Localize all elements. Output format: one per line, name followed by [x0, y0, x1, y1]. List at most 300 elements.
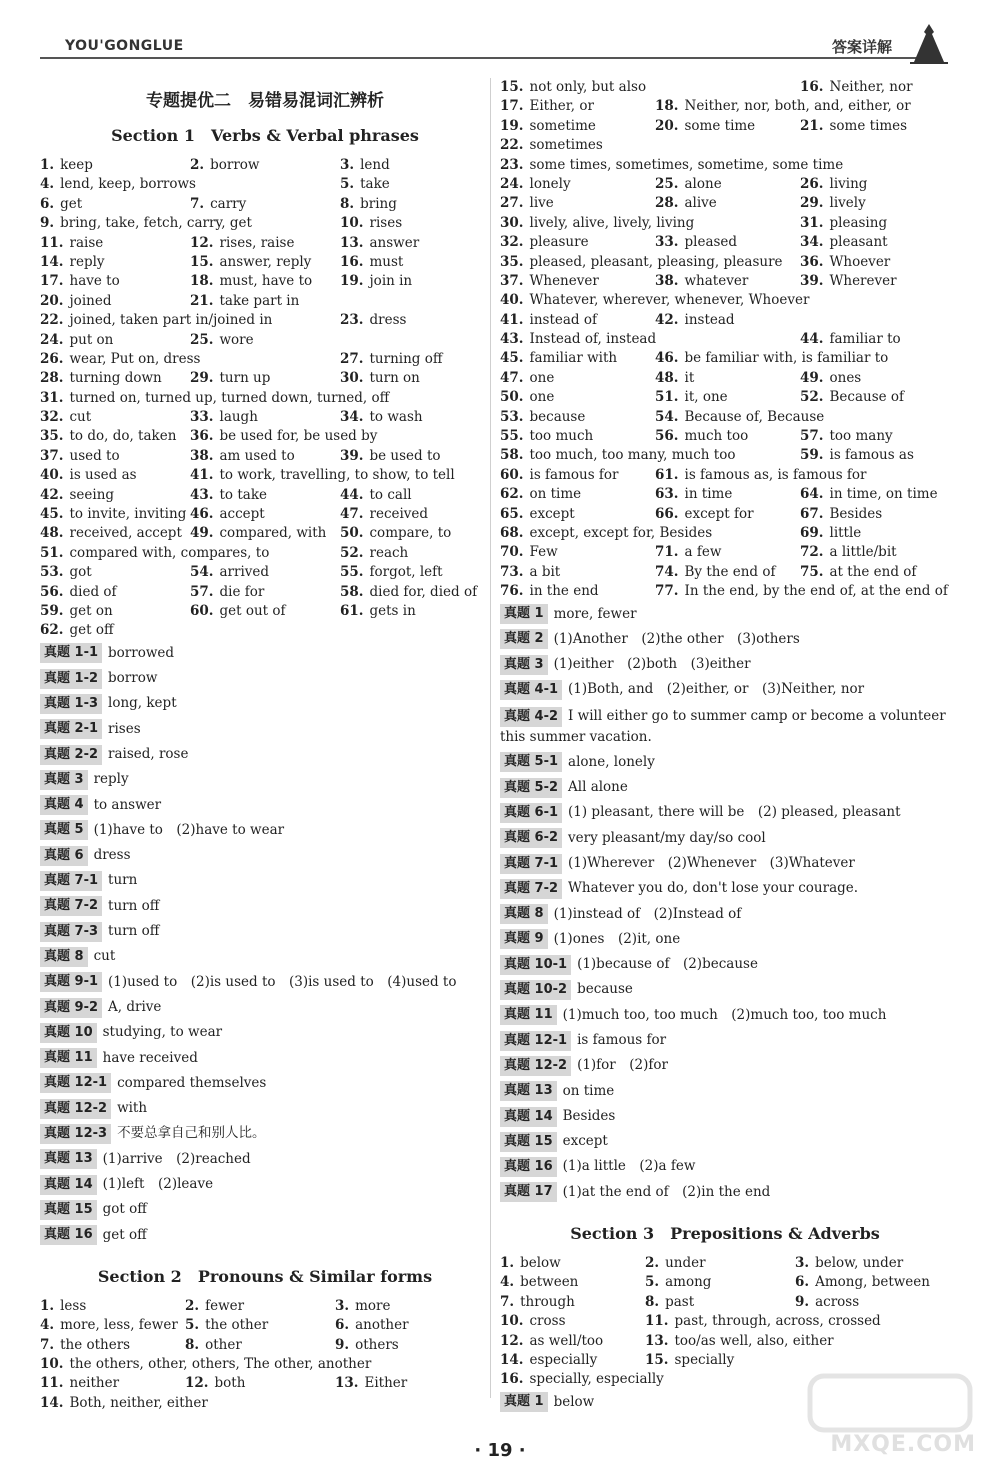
- item-number: 11.: [40, 1375, 64, 1392]
- answer-item: [190, 253, 340, 272]
- item-number: 39.: [800, 272, 824, 289]
- answer-item: [795, 1273, 950, 1292]
- answer-item: [40, 292, 190, 311]
- answer-item: [500, 214, 695, 233]
- item-answer: the other: [205, 1317, 269, 1334]
- item-answer: Instead of, instead: [529, 331, 657, 348]
- answer-row: [40, 583, 490, 602]
- item-number: 10.: [500, 1313, 524, 1330]
- zhenti-row: [500, 602, 950, 627]
- answer-item: [335, 1394, 490, 1413]
- section2-title: Section 2 Pronouns & Similar forms: [97, 1266, 433, 1286]
- item-answer: Because of: [829, 389, 905, 406]
- item-number: 51.: [655, 389, 679, 406]
- item-number: 46.: [655, 350, 679, 367]
- item-number: 43.: [500, 331, 524, 348]
- answer-item: [40, 408, 190, 427]
- item-answer: received: [369, 506, 429, 523]
- item-answer: Both, neither, either: [69, 1394, 208, 1411]
- answer-item: [190, 214, 340, 233]
- zhenti-answer: (1)Wherever (2)Whenever (3)Whatever: [568, 854, 855, 871]
- answer-item: [40, 447, 190, 466]
- item-number: 41.: [500, 311, 524, 328]
- answer-row: [500, 466, 950, 485]
- item-answer: seeing: [69, 486, 115, 503]
- item-answer: a bit: [529, 563, 561, 580]
- zhenti-answer: turn off: [108, 897, 160, 914]
- answer-item: [185, 1374, 335, 1393]
- zhenti-answer: (1)ones (2)it, one: [553, 930, 681, 947]
- item-number: 25.: [190, 331, 214, 348]
- item-number: 1.: [40, 1297, 55, 1314]
- item-number: 10.: [40, 1356, 64, 1373]
- zhenti-badge: 真题 6-1: [500, 803, 562, 823]
- item-number: 51.: [40, 544, 64, 561]
- answer-row: [40, 389, 490, 408]
- answer-item: [340, 486, 490, 505]
- item-number: 53.: [40, 564, 64, 581]
- item-answer: specially: [674, 1352, 735, 1369]
- item-answer: is used as: [69, 467, 137, 484]
- answer-row: [500, 311, 950, 330]
- answer-item: [800, 97, 950, 116]
- answer-row: [40, 253, 490, 272]
- item-number: 14.: [500, 1352, 524, 1369]
- item-answer: some times: [829, 117, 908, 134]
- answer-item: [500, 446, 736, 465]
- answer-item: [500, 369, 655, 388]
- answer-row: [500, 1254, 950, 1273]
- zhenti-row: [500, 977, 950, 1002]
- item-answer: it: [684, 369, 695, 386]
- item-answer: bring: [360, 195, 397, 212]
- item-number: 2.: [190, 157, 205, 173]
- zhenti-answer: because: [577, 981, 633, 998]
- answer-row: [40, 272, 490, 291]
- zhenti-row: [500, 703, 950, 750]
- zhenti-answer: A, drive: [108, 998, 162, 1015]
- answer-item: [500, 330, 655, 349]
- item-number: 18.: [655, 98, 679, 115]
- answer-row: [500, 78, 950, 97]
- zhenti-badge: 真题 15: [500, 1132, 557, 1152]
- answer-row: [40, 408, 490, 427]
- answer-item: [655, 214, 800, 233]
- zhenti-row: [500, 927, 950, 952]
- item-answer: accept: [219, 506, 265, 523]
- item-number: 45.: [40, 506, 64, 523]
- zhenti-answer: (1)for (2)for: [577, 1057, 668, 1074]
- item-number: 5.: [185, 1317, 200, 1334]
- answer-row: [40, 602, 490, 621]
- item-answer: forgot, left: [369, 564, 443, 581]
- item-number: 6.: [795, 1274, 810, 1291]
- answer-item: [340, 408, 490, 427]
- item-number: 12.: [190, 234, 214, 251]
- answer-item: [800, 253, 950, 272]
- answer-item: [340, 427, 490, 446]
- answer-item: [655, 408, 825, 427]
- item-answer: other: [205, 1336, 242, 1353]
- answer-row: [500, 427, 950, 446]
- item-answer: another: [355, 1317, 409, 1334]
- item-answer: reach: [369, 544, 409, 561]
- zhenti-row: [500, 1154, 950, 1179]
- item-answer: died for, died of: [369, 583, 478, 600]
- item-number: 33.: [655, 234, 679, 251]
- item-answer: Whatever, wherever, whenever, Whoever: [529, 292, 810, 309]
- item-number: 65.: [500, 505, 524, 522]
- answer-item: [185, 1316, 335, 1335]
- answer-item: [655, 291, 800, 310]
- item-number: 60.: [190, 602, 214, 619]
- item-number: 13.: [340, 234, 364, 251]
- zhenti-row: [40, 894, 490, 919]
- item-number: 55.: [340, 564, 364, 581]
- zhenti-badge: 真题 4-1: [500, 680, 562, 700]
- item-answer: ones: [829, 369, 862, 386]
- zhenti-badge: 真题 7-1: [40, 871, 102, 891]
- answer-row: [40, 175, 490, 194]
- item-answer: die for: [219, 583, 265, 600]
- answer-item: [190, 175, 340, 194]
- answer-row: [40, 350, 490, 369]
- item-answer: rises, raise: [219, 234, 295, 251]
- item-answer: In the end, by the end of, at the end of: [684, 583, 948, 600]
- zhenti-badge: 真题 14: [40, 1175, 97, 1195]
- item-answer: familiar to: [829, 331, 901, 348]
- answer-item: [500, 78, 655, 97]
- answer-item: [800, 408, 950, 427]
- left-column: [40, 78, 490, 1413]
- item-answer: compared, with: [219, 525, 327, 542]
- item-number: 50.: [340, 525, 364, 542]
- answer-item: [190, 272, 340, 291]
- item-number: 74.: [655, 563, 679, 580]
- answer-item: [500, 505, 655, 524]
- zhenti-answer: more, fewer: [553, 605, 637, 622]
- zhenti-row: [40, 742, 490, 767]
- item-answer: turned on, turned up, turned down, turned, off: [69, 389, 390, 406]
- item-answer: to work, travelling, to show, to tell: [219, 467, 455, 484]
- answer-item: [500, 1293, 645, 1312]
- item-number: 59.: [800, 447, 824, 464]
- zhenti-badge: 真题 12-1: [500, 1031, 571, 1051]
- zhenti-row: [40, 868, 490, 893]
- zhenti-answer: compared themselves: [117, 1074, 267, 1091]
- zhenti-badge: 真题 1: [500, 604, 548, 624]
- answer-item: [340, 583, 490, 602]
- item-answer: Wherever: [829, 272, 897, 289]
- zhenti-badge: 真题 2-1: [40, 719, 102, 739]
- item-number: 56.: [40, 583, 64, 600]
- item-answer: pleasant: [829, 234, 888, 251]
- answer-item: [340, 505, 490, 524]
- item-number: 10.: [340, 215, 364, 232]
- item-answer: get on: [69, 602, 113, 619]
- item-answer: fewer: [205, 1297, 245, 1314]
- answer-item: [340, 214, 490, 233]
- item-answer: past: [665, 1293, 695, 1310]
- answer-item: [800, 446, 950, 465]
- zhenti-answer: 不要总拿自己和别人比。: [117, 1125, 266, 1142]
- answer-item: [340, 331, 490, 350]
- item-answer: Either: [364, 1375, 408, 1392]
- zhenti-answer: with: [117, 1100, 148, 1117]
- item-number: 7.: [500, 1293, 515, 1310]
- item-number: 20.: [655, 117, 679, 134]
- answer-item: [655, 582, 948, 601]
- item-number: 42.: [40, 486, 64, 503]
- item-answer: am used to: [219, 447, 295, 464]
- item-number: 47.: [340, 506, 364, 523]
- item-number: 57.: [800, 428, 824, 445]
- item-answer: alive: [684, 195, 717, 212]
- item-answer: be familiar with, is familiar to: [684, 350, 889, 367]
- answer-row: [500, 524, 950, 543]
- item-answer: in time, on time: [829, 486, 938, 503]
- answer-item: [500, 175, 655, 194]
- zhenti-badge: 真题 2-2: [40, 745, 102, 765]
- item-answer: one: [529, 369, 555, 386]
- zhenti-row: [40, 1020, 490, 1045]
- answer-item: [655, 427, 800, 446]
- zhenti-answer: on time: [562, 1082, 615, 1099]
- item-answer: wore: [219, 331, 254, 348]
- item-number: 14.: [40, 1394, 64, 1411]
- answer-row: [40, 292, 490, 311]
- item-number: 9.: [335, 1336, 350, 1353]
- item-number: 44.: [800, 331, 824, 348]
- answer-item: [500, 543, 655, 562]
- item-answer: neither: [69, 1375, 120, 1392]
- item-answer: to take: [219, 486, 267, 503]
- item-answer: is famous as, is famous for: [684, 466, 867, 483]
- answer-row: [40, 486, 490, 505]
- answer-item: [190, 466, 455, 485]
- zhenti-answer: dress: [93, 847, 131, 864]
- answer-item: [655, 272, 800, 291]
- answer-item: [335, 1297, 490, 1316]
- item-answer: under: [665, 1255, 706, 1272]
- item-number: 33.: [190, 409, 214, 426]
- answer-row: [40, 331, 490, 350]
- answer-item: [800, 156, 950, 175]
- answer-item: [40, 563, 190, 582]
- item-answer: must, have to: [219, 273, 313, 290]
- item-answer: the others: [60, 1336, 131, 1353]
- answer-item: [500, 194, 655, 213]
- answer-row: [40, 1374, 490, 1393]
- zhenti-badge: 真题 1: [500, 1392, 548, 1412]
- zhenti-row: [500, 750, 950, 775]
- zhenti-row: [500, 627, 950, 652]
- zhenti-answer: raised, rose: [108, 745, 189, 762]
- section2-zhenti-list: [500, 602, 950, 1206]
- section1-zhenti-list: [40, 641, 490, 1248]
- item-number: 19.: [340, 273, 364, 290]
- answer-item: [655, 524, 800, 543]
- zhenti-badge: 真题 15: [40, 1200, 97, 1220]
- answer-item: [500, 1370, 664, 1389]
- answer-row: [500, 543, 950, 562]
- item-answer: too much, too many, much too: [529, 447, 736, 464]
- item-number: 66.: [655, 505, 679, 522]
- section1-title: Section 1 Verbs & Verbal phrases: [111, 126, 419, 145]
- answer-item: [40, 621, 190, 640]
- item-number: 56.: [655, 428, 679, 445]
- item-number: 61.: [655, 466, 679, 483]
- zhenti-answer: get off: [102, 1226, 147, 1243]
- answer-item: [500, 156, 844, 175]
- zhenti-row: [500, 826, 950, 851]
- zhenti-row: [40, 1046, 490, 1071]
- answer-row: [500, 97, 950, 116]
- answer-row: [500, 136, 950, 155]
- zhenti-badge: 真题 2: [500, 629, 548, 649]
- answer-item: [655, 349, 889, 368]
- answer-item: [655, 117, 800, 136]
- answer-row: [40, 1316, 490, 1335]
- item-answer: is famous as: [829, 447, 914, 464]
- answer-row: [500, 563, 950, 582]
- item-number: 37.: [500, 272, 524, 289]
- item-number: 34.: [340, 409, 364, 426]
- zhenti-row: [40, 1147, 490, 1172]
- page-header: [40, 30, 960, 66]
- item-answer: answer: [369, 234, 420, 251]
- zhenti-answer: (1)have to (2)have to wear: [93, 821, 285, 838]
- item-answer: pleasure: [529, 234, 589, 251]
- zhenti-badge: 真题 3: [500, 655, 548, 675]
- item-number: 38.: [190, 447, 214, 464]
- answer-row: [500, 505, 950, 524]
- item-answer: arrived: [219, 564, 270, 581]
- item-answer: more: [355, 1297, 391, 1314]
- answer-row: [40, 1336, 490, 1355]
- item-number: 57.: [190, 583, 214, 600]
- item-number: 26.: [40, 350, 64, 367]
- item-answer: be used for, be used by: [219, 428, 378, 445]
- item-answer: Because of, Because: [684, 408, 825, 425]
- answer-item: [190, 369, 340, 388]
- answer-item: [335, 1374, 490, 1393]
- answer-item: [185, 1336, 335, 1355]
- answer-item: [340, 563, 490, 582]
- answer-item: [500, 466, 655, 485]
- item-number: 15.: [500, 79, 524, 95]
- answer-item: [655, 563, 800, 582]
- answer-row: [500, 272, 950, 291]
- answer-item: [40, 427, 190, 446]
- answer-row: [500, 1293, 950, 1312]
- answer-row: [500, 156, 950, 175]
- zhenti-answer: I will either go to summer camp or become a volunteer this summer vacation.: [500, 707, 946, 745]
- answer-item: [500, 291, 810, 310]
- item-answer: carry: [210, 195, 247, 212]
- item-number: 16.: [340, 253, 364, 270]
- zhenti-badge: 真题 10: [40, 1023, 97, 1043]
- answer-item: [500, 272, 655, 291]
- item-answer: bring, take, fetch, carry, get: [60, 215, 252, 232]
- zhenti-answer: (1)Both, and (2)either, or (3)Neither, nor: [568, 681, 865, 698]
- zhenti-badge: 真题 8: [500, 904, 548, 924]
- zhenti-badge: 真题 12-1: [40, 1073, 111, 1093]
- zhenti-row: [40, 818, 490, 843]
- answer-item: [40, 1336, 185, 1355]
- zhenti-badge: 真题 7-2: [40, 896, 102, 916]
- item-number: 27.: [340, 350, 364, 367]
- zhenti-badge: 真题 7-2: [500, 879, 562, 899]
- item-number: 16.: [800, 79, 824, 95]
- answer-item: [645, 1293, 795, 1312]
- item-answer: compared with, compares, to: [69, 544, 270, 561]
- zhenti-row: [40, 970, 490, 995]
- zhenti-badge: 真题 7-1: [500, 854, 562, 874]
- answer-item: [340, 156, 490, 175]
- answer-row: [40, 621, 490, 640]
- answer-item: [340, 234, 490, 253]
- answer-item: [500, 1312, 645, 1331]
- zhenti-row: [40, 1172, 490, 1197]
- answer-item: [40, 544, 270, 563]
- zhenti-badge: 真题 1-3: [40, 694, 102, 714]
- answer-item: [500, 1351, 645, 1370]
- zhenti-answer: to answer: [93, 796, 162, 813]
- item-number: 16.: [500, 1371, 524, 1388]
- item-number: 39.: [340, 447, 364, 464]
- item-number: 22.: [500, 137, 524, 154]
- item-number: 68.: [500, 524, 524, 541]
- answer-item: [500, 97, 655, 116]
- zhenti-row: [500, 851, 950, 876]
- answer-item: [190, 292, 340, 311]
- answer-item: [340, 447, 490, 466]
- item-answer: too many: [829, 428, 893, 445]
- answer-row: [500, 291, 950, 310]
- zhenti-answer: long, kept: [108, 695, 177, 712]
- item-answer: pleased, pleasant, pleasing, pleasure: [529, 253, 783, 270]
- zhenti-answer: turn: [108, 872, 138, 889]
- section3-title: Section 3 Prepositions & Adverbs: [570, 1224, 880, 1244]
- item-answer: much too: [684, 428, 749, 445]
- item-answer: past, through, across, crossed: [674, 1313, 881, 1330]
- item-number: 76.: [500, 583, 524, 600]
- item-answer: get off: [69, 622, 114, 639]
- answer-item: [655, 253, 800, 272]
- answer-item: [800, 272, 950, 291]
- answer-item: [795, 1312, 950, 1331]
- answer-item: [800, 175, 950, 194]
- item-answer: raise: [69, 234, 104, 251]
- zhenti-row: [500, 1053, 950, 1078]
- item-number: 36.: [800, 253, 824, 270]
- item-number: 21.: [800, 117, 824, 134]
- item-number: 31.: [40, 389, 64, 406]
- item-answer: be used to: [369, 447, 441, 464]
- answer-item: [40, 234, 190, 253]
- item-number: 48.: [40, 525, 64, 542]
- answer-item: [500, 136, 655, 155]
- zhenti-row: [40, 767, 490, 792]
- item-number: 30.: [340, 370, 364, 387]
- item-number: 64.: [800, 486, 824, 503]
- item-number: 70.: [500, 544, 524, 561]
- item-number: 21.: [190, 292, 214, 309]
- zhenti-badge: 真题 11: [500, 1005, 557, 1025]
- item-answer: below, under: [815, 1255, 904, 1272]
- item-number: 8.: [340, 195, 355, 212]
